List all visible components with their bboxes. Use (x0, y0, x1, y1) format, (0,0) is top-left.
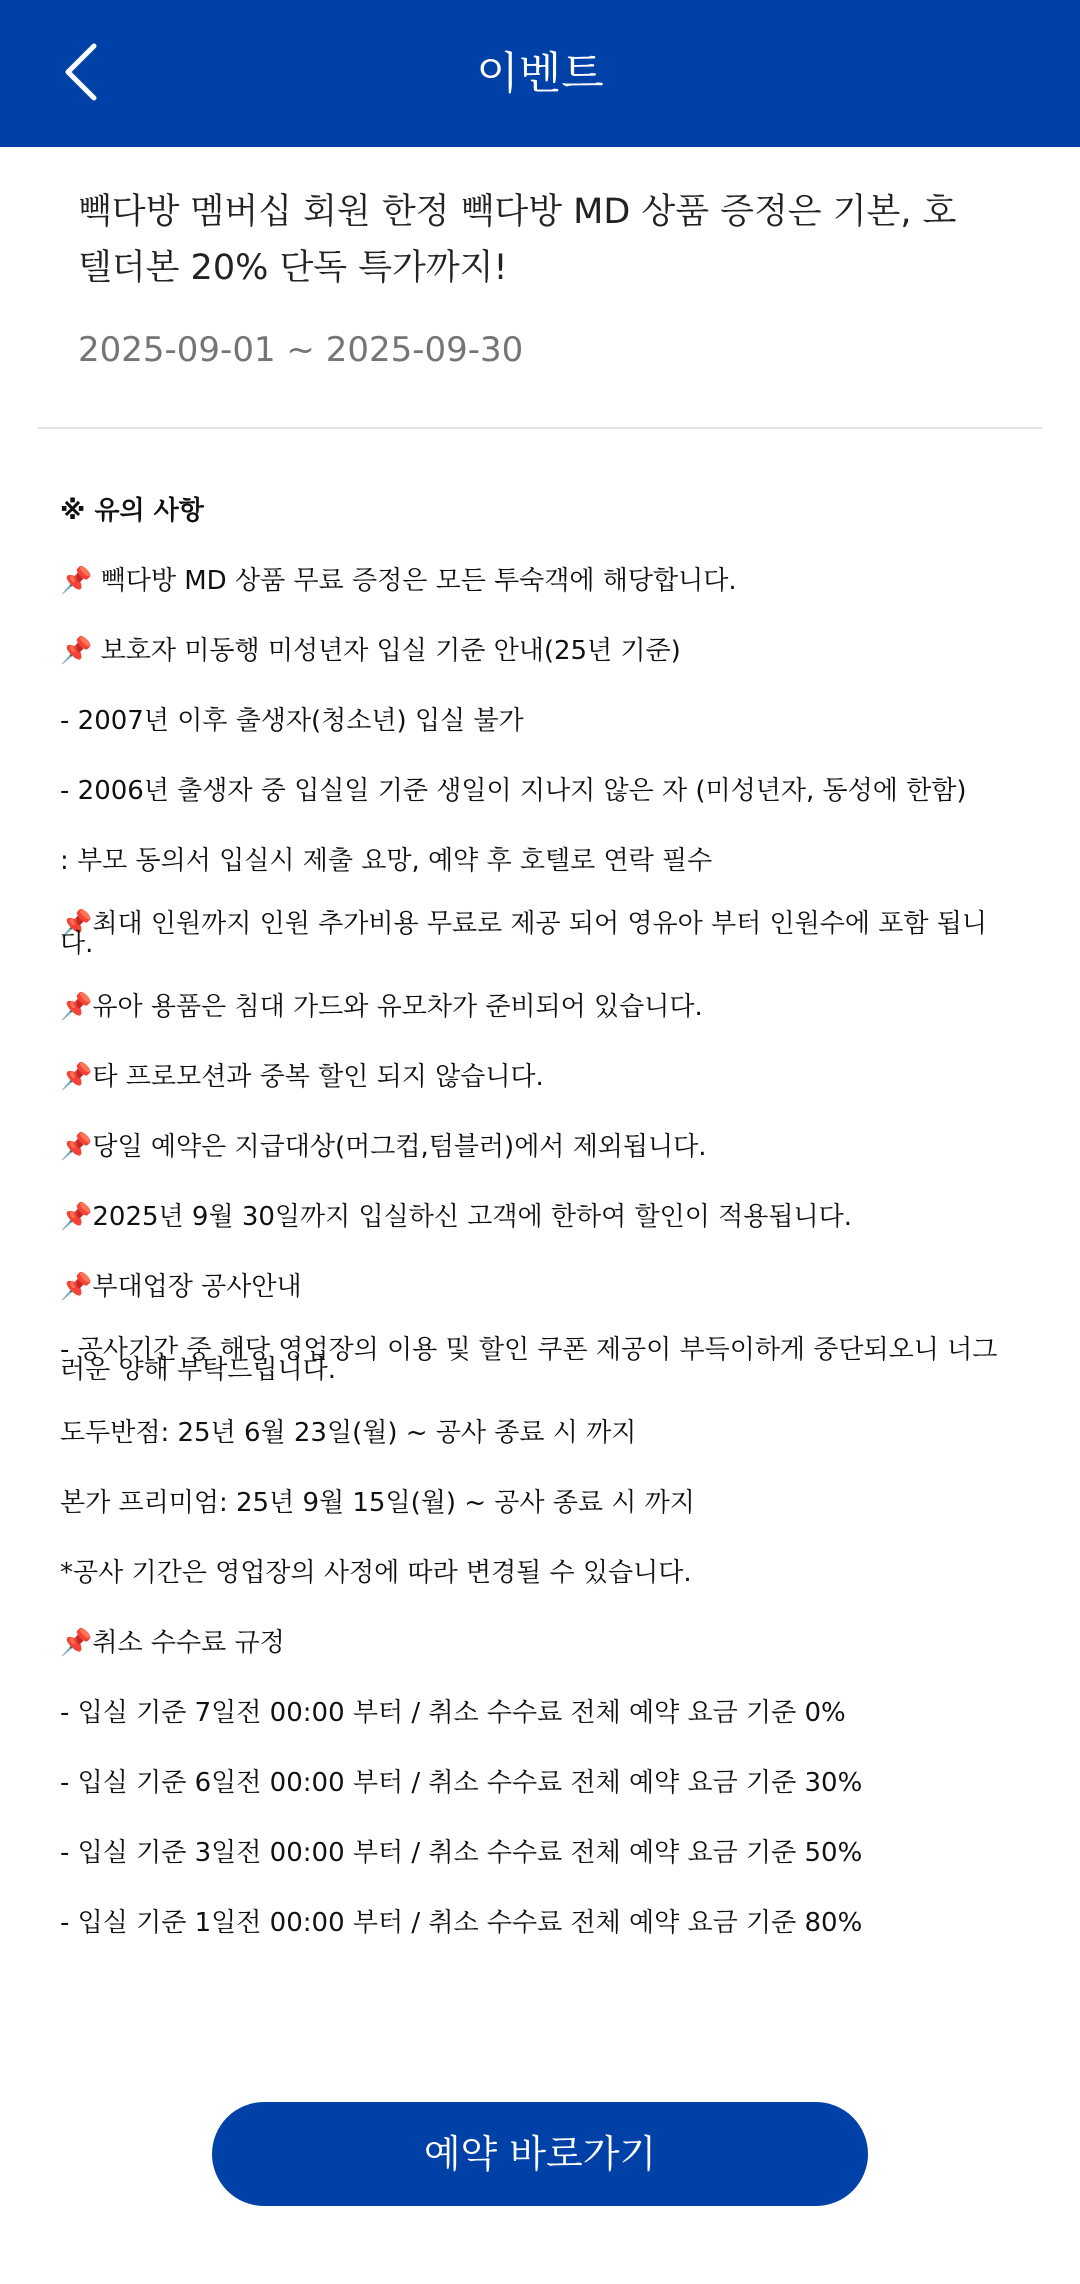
notice-line: 📌최대 인원까지 인원 추가비용 무료로 제공 되어 영유아 부터 인원수에 포함 됩니다. (60, 909, 987, 959)
back-button[interactable] (48, 32, 128, 112)
notice-line: 📌 보호자 미동행 미성년자 입실 기준 안내(25년 기준) (60, 636, 681, 666)
notice-line: 도두반점: 25년 6월 23일(월) ~ 공사 종료 시 까지 (60, 1418, 637, 1448)
notice-line: 📌 빽다방 MD 상품 무료 증정은 모든 투숙객에 해당합니다. (60, 566, 737, 596)
reservation-button[interactable]: 예약 바로가기 (212, 2102, 868, 2206)
chevron-left-icon (48, 32, 128, 112)
event-period: 2025-09-01 ~ 2025-09-30 (78, 330, 524, 370)
notice-heading: ※ 유의 사항 (60, 496, 204, 526)
notice-line: 📌당일 예약은 지급대상(머그컵,텀블러)에서 제외됩니다. (60, 1132, 707, 1162)
divider (38, 427, 1042, 429)
notice-list (60, 494, 1020, 1976)
notice-line: 📌타 프로모션과 중복 할인 되지 않습니다. (60, 1062, 544, 1092)
event-title: 빽다방 멤버십 회원 한정 빽다방 MD 상품 증정은 기본, 호텔더본 20% 단독 특가까지! (78, 192, 957, 288)
notice-line: - 2007년 이후 출생자(청소년) 입실 불가 (60, 706, 524, 736)
notice-line: 📌2025년 9월 30일까지 입실하신 고객에 한하여 할인이 적용됩니다. (60, 1202, 852, 1232)
notice-line: - 입실 기준 6일전 00:00 부터 / 취소 수수료 전체 예약 요금 기준 30% (60, 1768, 863, 1798)
notice-line: 📌취소 수수료 규정 (60, 1628, 285, 1658)
app-header (0, 0, 1080, 147)
notice-line: 📌유아 용품은 침대 가드와 유모차가 준비되어 있습니다. (60, 992, 703, 1022)
notice-line: - 입실 기준 7일전 00:00 부터 / 취소 수수료 전체 예약 요금 기준 0% (60, 1698, 846, 1728)
notice-line: 📌부대업장 공사안내 (60, 1272, 302, 1302)
notice-line: - 2006년 출생자 중 입실일 기준 생일이 지나지 않은 자 (미성년자, 동성에 한함) (60, 776, 967, 806)
notice-line: - 입실 기준 3일전 00:00 부터 / 취소 수수료 전체 예약 요금 기준 50% (60, 1838, 863, 1868)
notice-line: - 공사기간 중 해당 영업장의 이용 및 할인 쿠폰 제공이 부득이하게 중단되오니 너그러운 양해 부탁드립니다. (60, 1335, 998, 1385)
notice-line: - 입실 기준 1일전 00:00 부터 / 취소 수수료 전체 예약 요금 기준 80% (60, 1908, 863, 1938)
notice-line: 본가 프리미엄: 25년 9월 15일(월) ~ 공사 종료 시 까지 (60, 1488, 695, 1518)
header-title: 이벤트 (476, 48, 604, 99)
notice-line: *공사 기간은 영업장의 사정에 따라 변경될 수 있습니다. (60, 1558, 692, 1588)
notice-line: : 부모 동의서 입실시 제출 요망, 예약 후 호텔로 연락 필수 (60, 846, 713, 876)
